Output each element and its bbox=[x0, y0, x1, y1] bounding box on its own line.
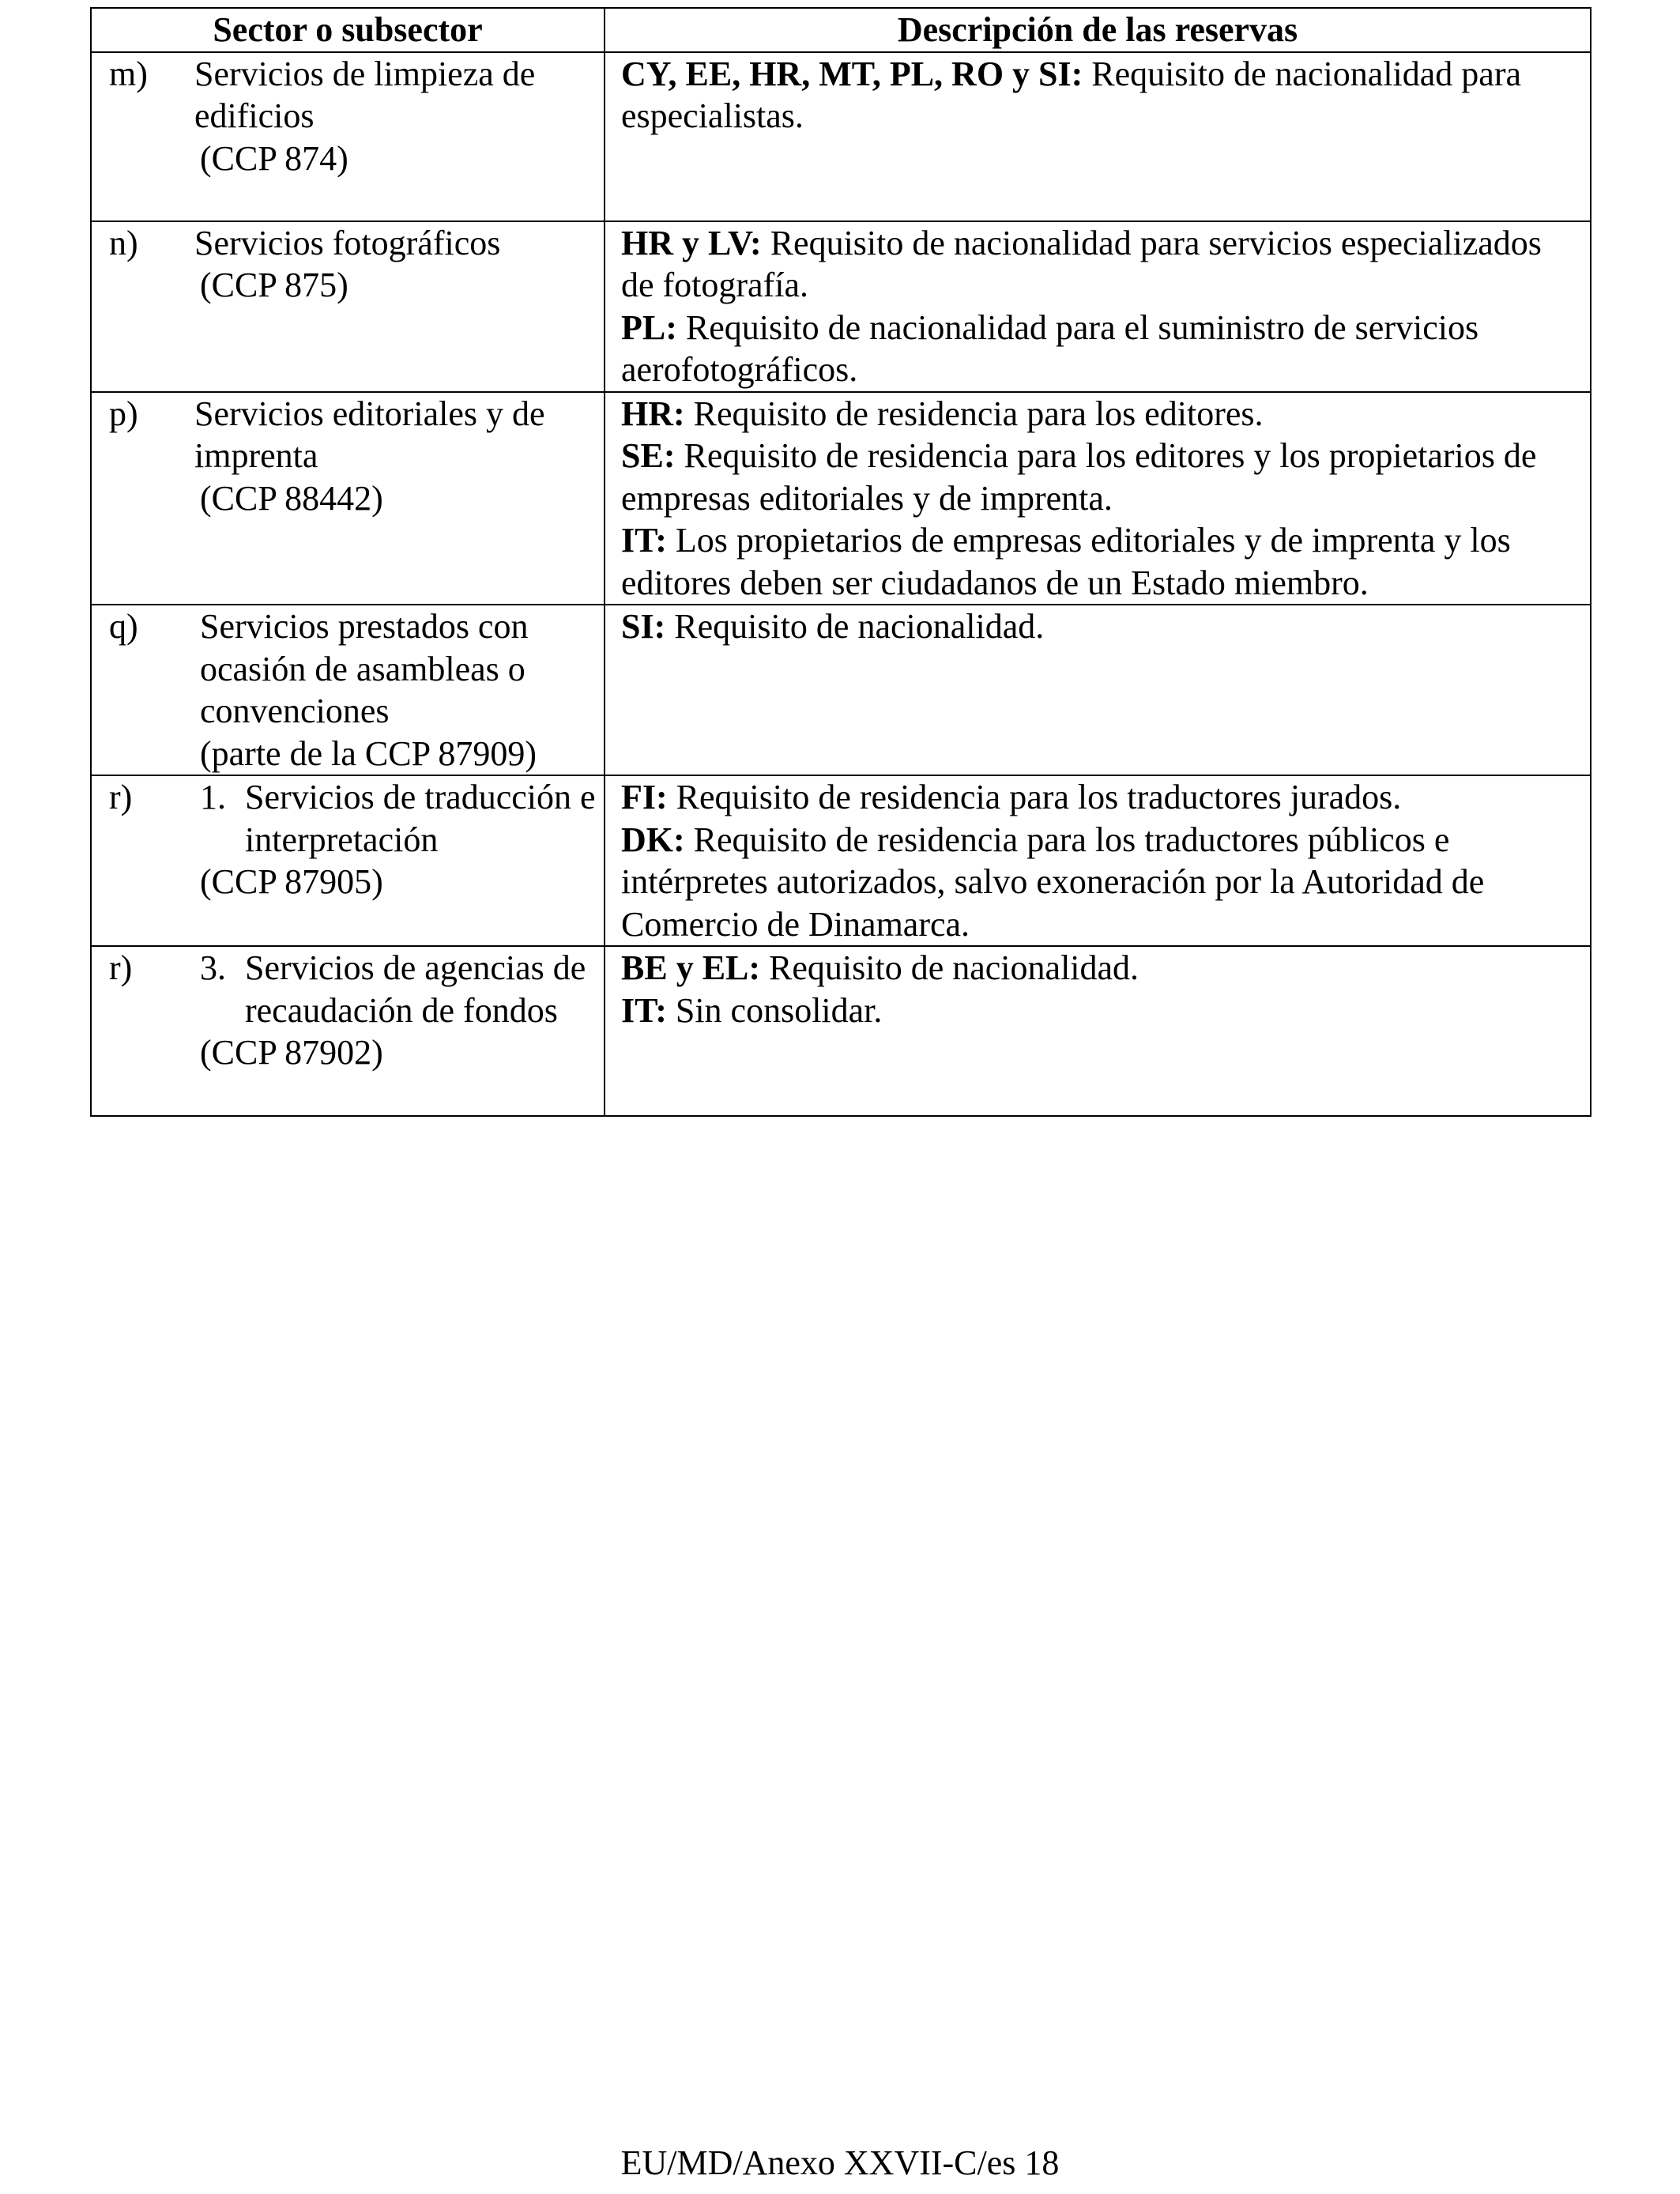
sector-name: Servicios de limpieza de edificios bbox=[194, 54, 536, 135]
table-row bbox=[91, 392, 1591, 605]
sector-name: Servicios fotográficos bbox=[194, 223, 501, 262]
reservation-text: Requisito de residencia para los traductores públicos e intérpretes autorizados, salvo exoneración por la Autoridad de Comercio de Dinamarca. bbox=[621, 820, 1485, 944]
country-codes: SE: bbox=[621, 436, 676, 475]
sector-cell bbox=[91, 605, 605, 775]
description-cell bbox=[605, 52, 1591, 221]
reservation-entry bbox=[621, 435, 1579, 519]
sector-letter: n) bbox=[109, 223, 138, 262]
table-row bbox=[91, 775, 1591, 946]
country-codes: CY, EE, HR, MT, PL, RO y SI: bbox=[621, 54, 1083, 93]
reservation-text: Requisito de residencia para los traductores jurados. bbox=[676, 778, 1402, 816]
sector-letter: r) bbox=[109, 948, 133, 987]
reservation-text: Requisito de residencia para los editores. bbox=[693, 394, 1264, 433]
table-row bbox=[91, 946, 1591, 1116]
reservation-text: Requisito de nacionalidad para especialistas. bbox=[621, 54, 1522, 135]
ccp-code: (CCP 875) bbox=[200, 266, 348, 304]
sector-letter: p) bbox=[109, 394, 138, 433]
sector-name: Servicios editoriales y de imprenta bbox=[194, 394, 545, 475]
country-codes: HR: bbox=[621, 394, 685, 433]
description-cell bbox=[605, 392, 1591, 605]
sector-letter: q) bbox=[109, 607, 138, 646]
reservation-entry bbox=[621, 605, 1579, 648]
table-row bbox=[91, 52, 1591, 221]
description-cell bbox=[605, 605, 1591, 775]
country-codes: IT: bbox=[621, 990, 667, 1030]
sector-cell bbox=[91, 775, 605, 946]
ccp-code: (CCP 87905) bbox=[200, 862, 383, 901]
country-codes: PL: bbox=[621, 307, 677, 347]
reservations-table bbox=[90, 7, 1591, 1117]
reservation-entry bbox=[621, 947, 1579, 990]
reservation-text: Requisito de nacionalidad para servicios especializados de fotografía. bbox=[621, 223, 1542, 304]
reservation-text: Sin consolidar. bbox=[675, 990, 883, 1030]
reservation-entry bbox=[621, 307, 1579, 391]
country-codes: FI: bbox=[621, 778, 668, 816]
country-codes: HR y LV: bbox=[621, 223, 762, 262]
description-cell bbox=[605, 775, 1591, 946]
reservation-text: Requisito de nacionalidad para el suministro de servicios aerofotográficos. bbox=[621, 307, 1479, 389]
table-row bbox=[91, 605, 1591, 775]
ccp-code: (CCP 87902) bbox=[200, 1033, 383, 1072]
reservation-entry bbox=[621, 819, 1579, 946]
sector-name: Servicios de traducción e interpretación bbox=[245, 778, 596, 859]
sector-letter: r) bbox=[109, 778, 133, 816]
description-cell bbox=[605, 946, 1591, 1116]
ccp-code: (CCP 874) bbox=[200, 138, 348, 178]
sub-item bbox=[92, 947, 604, 1031]
page-footer: EU/MD/Anexo XXVII-C/es 18 bbox=[620, 2143, 1060, 2182]
reservation-entry bbox=[621, 53, 1579, 138]
country-codes: IT: bbox=[621, 521, 667, 560]
sub-item-number: 3. bbox=[200, 948, 226, 987]
country-codes: DK: bbox=[621, 820, 685, 859]
sector-letter: m) bbox=[109, 54, 148, 93]
reservation-entry bbox=[621, 393, 1579, 435]
sub-item-number: 1. bbox=[200, 778, 226, 816]
country-codes: BE y EL: bbox=[621, 948, 761, 987]
reservation-entry bbox=[621, 776, 1579, 819]
reservation-text: Requisito de nacionalidad. bbox=[674, 607, 1045, 646]
ccp-code: (CCP 88442) bbox=[200, 478, 383, 518]
sector-name: Servicios de agencias de recaudación de fondos bbox=[245, 948, 586, 1030]
country-codes: SI: bbox=[621, 607, 666, 646]
table-header-row bbox=[91, 8, 1591, 52]
sector-cell bbox=[91, 221, 605, 392]
ccp-code: (parte de la CCP 87909) bbox=[200, 733, 537, 773]
reservation-text: Los propietarios de empresas editoriales y de imprenta y los editores deben ser ciudadanos de un Estado miembro. bbox=[621, 521, 1511, 602]
sector-cell bbox=[91, 946, 605, 1116]
sector-cell bbox=[91, 392, 605, 605]
reservation-entry bbox=[621, 990, 1579, 1032]
reservation-entry bbox=[621, 222, 1579, 307]
reservation-entry bbox=[621, 519, 1579, 604]
reservation-text: Requisito de nacionalidad. bbox=[769, 948, 1139, 987]
sector-cell bbox=[91, 52, 605, 221]
reservation-text: Requisito de residencia para los editores y los propietarios de empresas editoriales y de imprenta. bbox=[621, 436, 1537, 518]
header-sector: Sector o subsector bbox=[91, 8, 605, 52]
header-description: Descripción de las reservas bbox=[605, 8, 1591, 52]
table-row bbox=[91, 221, 1591, 392]
sub-item bbox=[92, 776, 604, 861]
description-cell bbox=[605, 221, 1591, 392]
sector-name: Servicios prestados con ocasión de asambleas o convenciones bbox=[200, 607, 529, 730]
